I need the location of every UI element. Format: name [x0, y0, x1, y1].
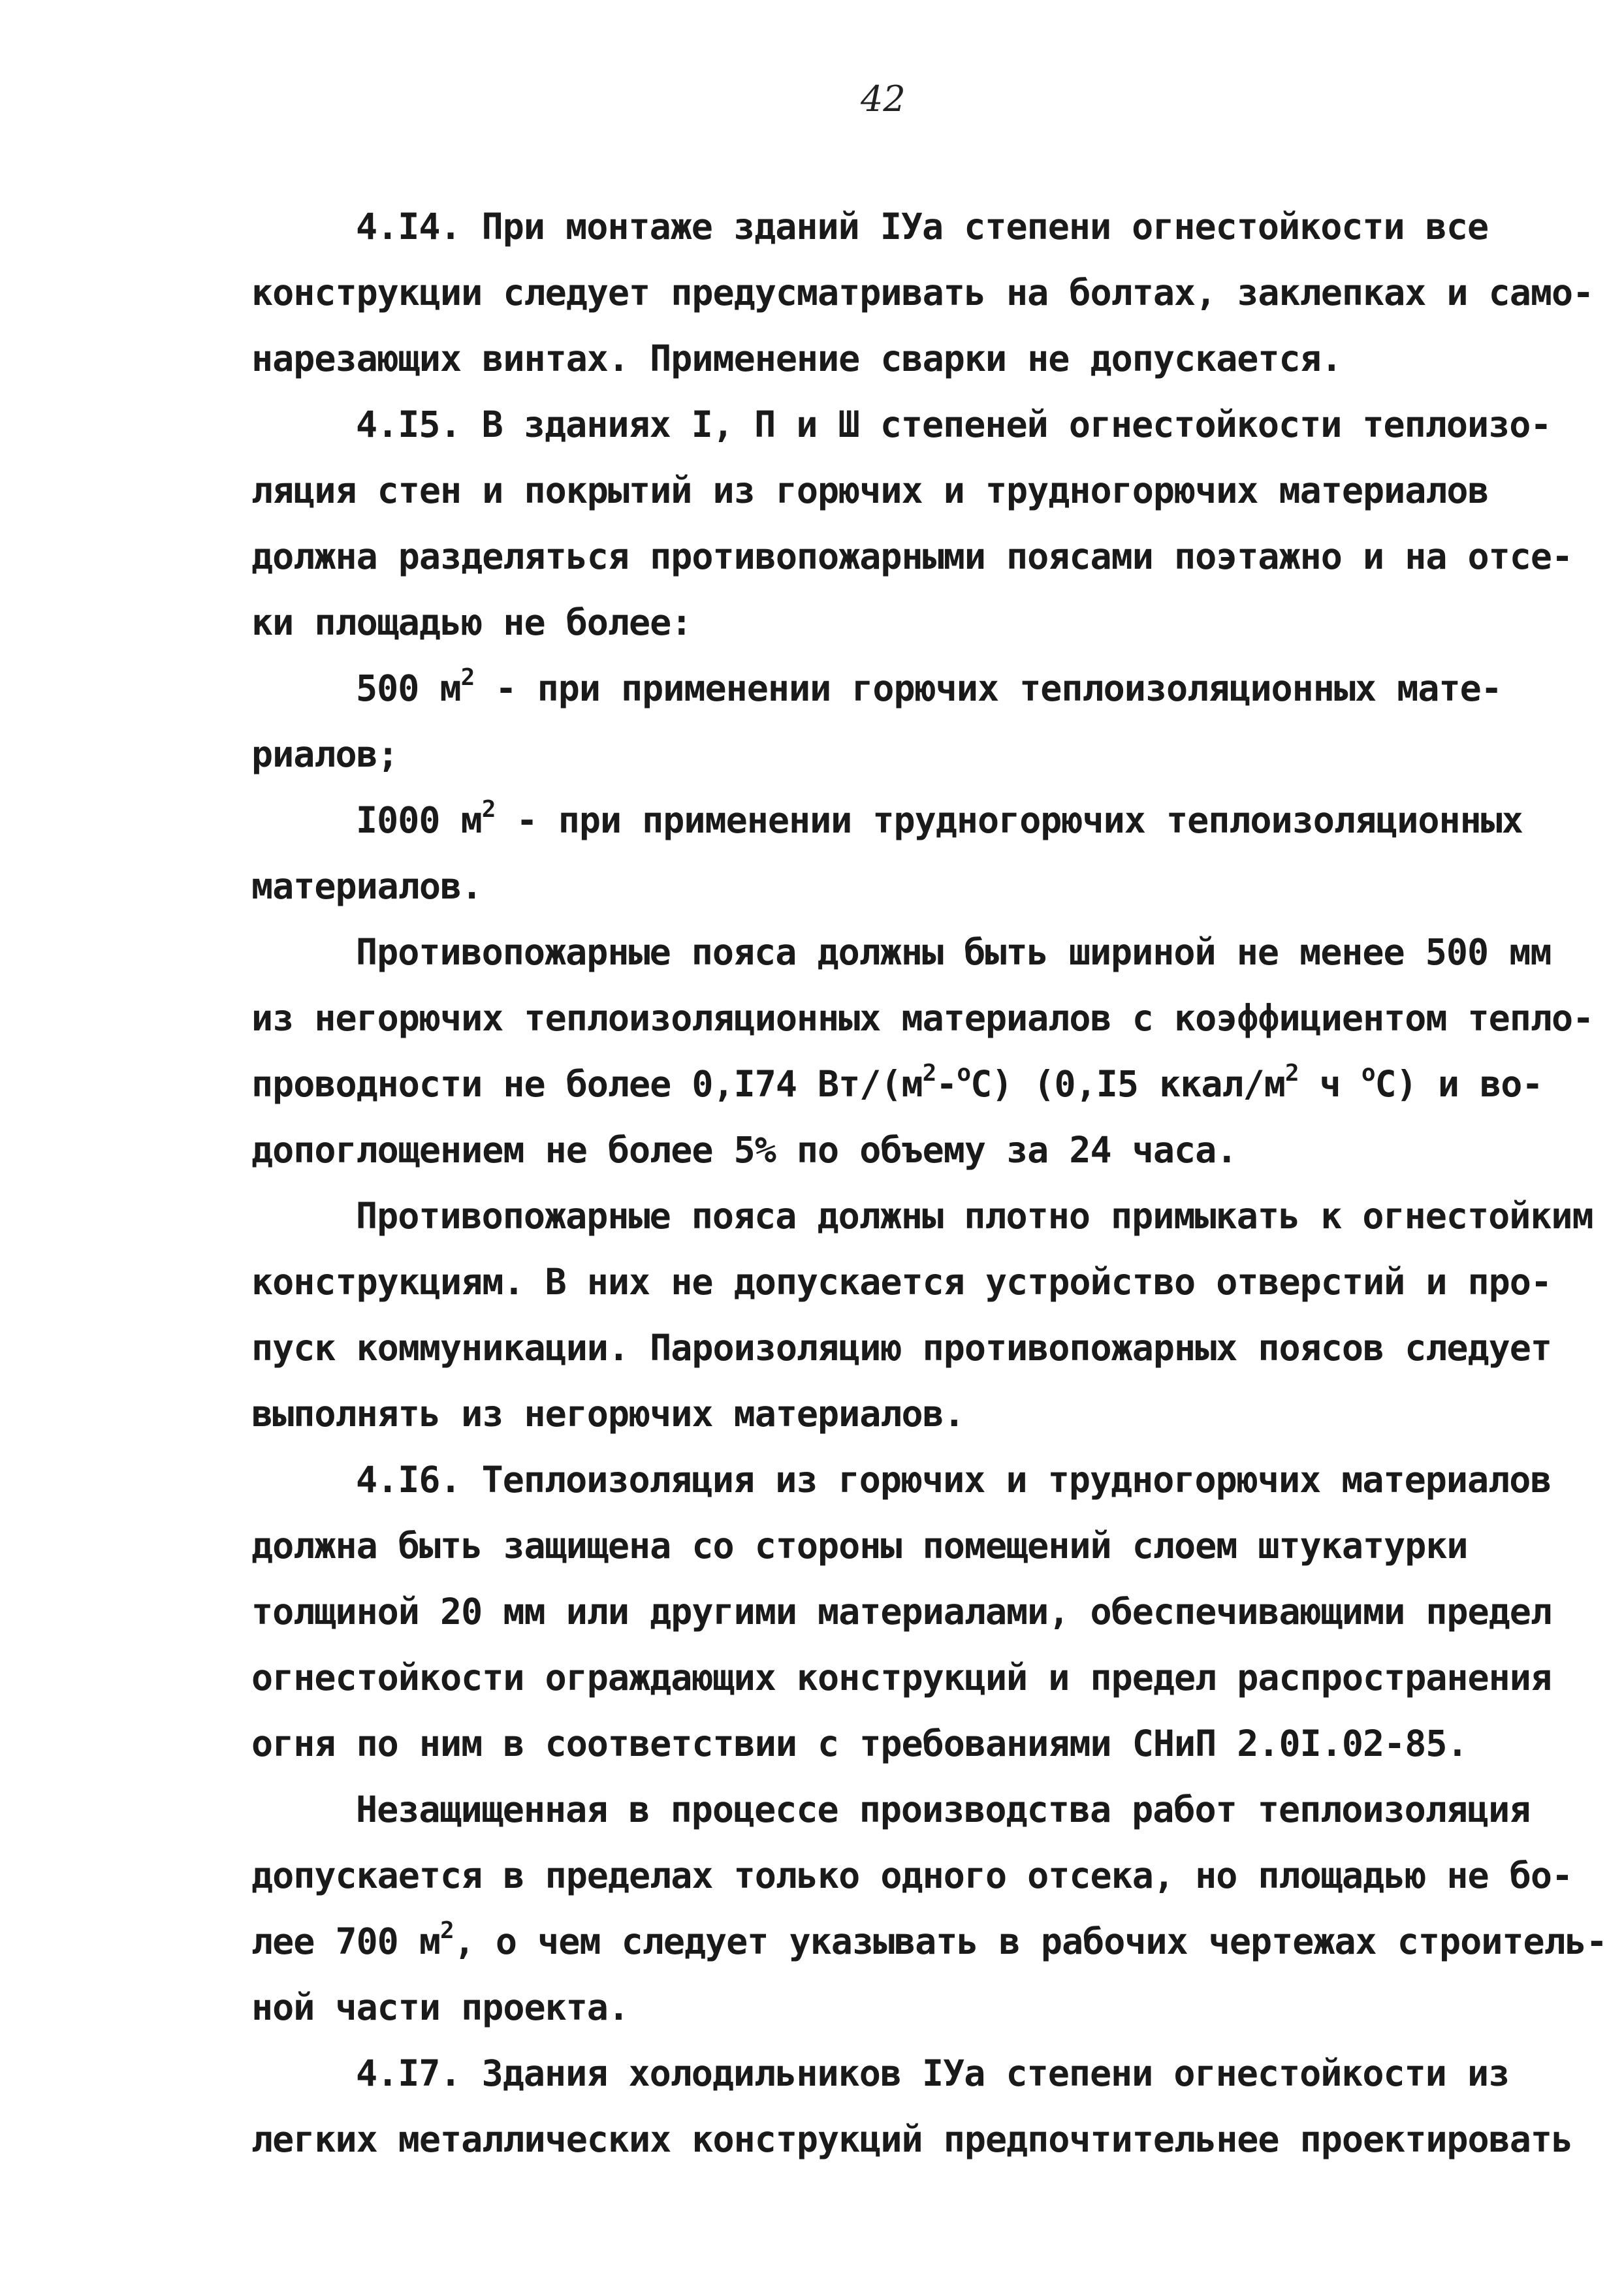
text-line: легких металлических конструкций предпочтительнее проектировать [251, 2118, 1573, 2160]
superscript: 2 [440, 1917, 454, 1944]
text-line: 4.I5. В зданиях I, П и Ш степеней огнестойкости теплоизо- [356, 404, 1552, 445]
text-line [356, 664, 1502, 709]
page-number: 42 [861, 78, 906, 119]
text-segment: - [936, 1063, 957, 1105]
text-line: ки площадью не более: [251, 601, 692, 643]
text-line: огня по ним в соответствии с требованиями СНиП 2.0I.02-85. [251, 1723, 1468, 1764]
superscript: 2 [922, 1060, 936, 1087]
superscript: o [1361, 1060, 1375, 1087]
text-segment: C) и во- [1375, 1063, 1543, 1105]
text-segment: I000 м [356, 799, 482, 841]
text-line: ляция стен и покрытий из горючих и трудногорючих материалов [251, 470, 1489, 511]
text-line: пуск коммуникации. Пароизоляцию противопожарных поясов следует [251, 1327, 1552, 1369]
text-line: конструкциям. В них не допускается устройство отверстий и про- [251, 1261, 1552, 1303]
text-line: Противопожарные пояса должны быть шириной не менее 500 мм [356, 931, 1552, 973]
text-line: конструкции следует предусматривать на болтах, заклепках и само- [251, 272, 1594, 313]
text-segment: 500 м [356, 667, 461, 709]
text-segment: - при применении трудногорючих теплоизоляционных [495, 799, 1523, 841]
text-line: 4.I4. При монтаже зданий IУа степени огнестойкости все [356, 206, 1489, 247]
text-line: из негорючих теплоизоляционных материалов с коэффициентом тепло- [251, 997, 1594, 1039]
text-segment: проводности не более 0,I74 Вт/(м [251, 1063, 923, 1105]
text-segment: - при применении горючих теплоизоляционных мате- [474, 667, 1502, 709]
text-line: Противопожарные пояса должны плотно примыкать к огнестойким [356, 1195, 1593, 1237]
text-line: нарезающих винтах. Применение сварки не допускается. [251, 338, 1342, 379]
text-line: должна разделяться противопожарными поясами поэтажно и на отсе- [251, 535, 1573, 577]
text-line: ной части проекта. [251, 1986, 629, 2028]
text-line: должна быть защищена со стороны помещений слоем штукатурки [251, 1525, 1468, 1567]
text-segment: лее 700 м [251, 1920, 441, 1962]
text-line: огнестойкости ограждающих конструкций и предел распространения [251, 1657, 1552, 1698]
superscript: 2 [481, 796, 496, 823]
text-line: толщиной 20 мм или другими материалами, обеспечивающими предел [251, 1591, 1552, 1633]
text-line: допускается в пределах только одного отсека, но площадью не бо- [251, 1855, 1573, 1896]
text-line [251, 1060, 1543, 1105]
text-line: 4.I6. Теплоизоляция из горючих и трудногорючих материалов [356, 1459, 1552, 1501]
text-segment: C) (0,I5 ккал/м [970, 1063, 1285, 1105]
text-line [251, 1917, 1607, 1962]
text-line: 4.I7. Здания холодильников IУа степени огнестойкости из [356, 2052, 1510, 2094]
text-line: Незащищенная в процессе производства работ теплоизоляция [356, 1789, 1531, 1830]
text-line: допоглощением не более 5% по объему за 24 часа. [251, 1129, 1237, 1171]
text-segment: , о чем следует указывать в рабочих чертежах строитель- [453, 1920, 1607, 1962]
superscript: o [957, 1060, 971, 1087]
superscript: 2 [460, 664, 475, 691]
text-line: риалов; [251, 733, 398, 775]
text-segment: ч [1298, 1063, 1361, 1105]
superscript: 2 [1284, 1060, 1299, 1087]
text-line: материалов. [251, 865, 483, 907]
text-line: выполнять из негорючих материалов. [251, 1393, 964, 1435]
text-line [356, 796, 1523, 841]
